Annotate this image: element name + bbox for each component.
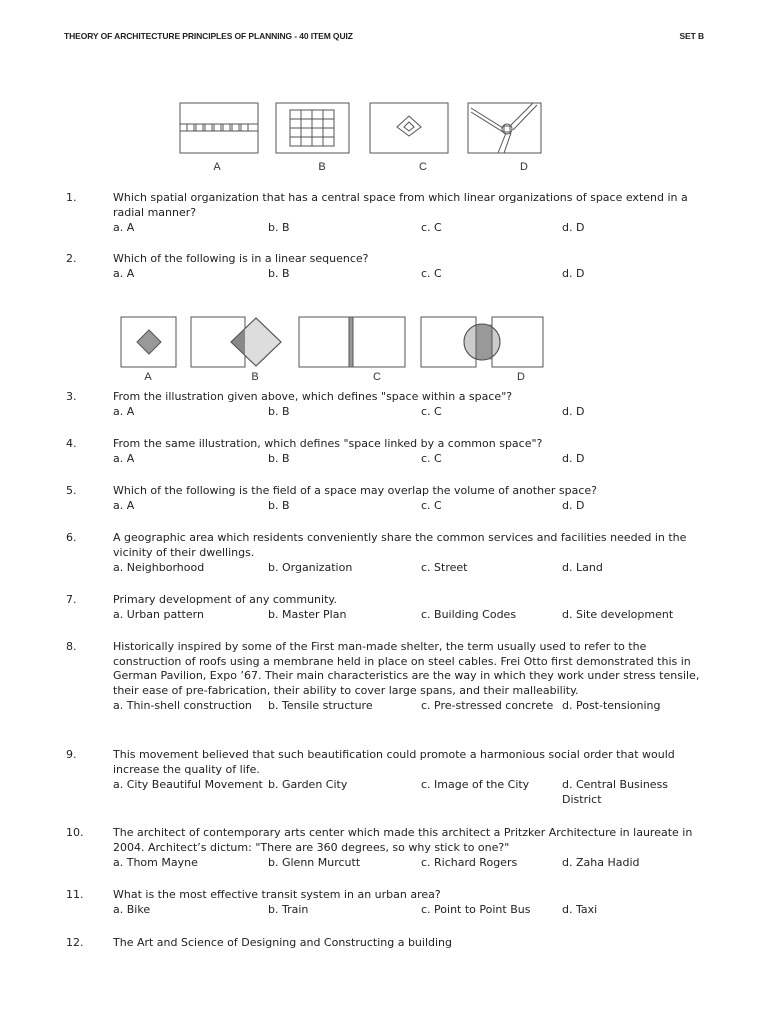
option-a: a. A [113, 499, 135, 512]
option-c: c. C [421, 499, 442, 512]
quiz-title: THEORY OF ARCHITECTURE PRINCIPLES OF PLANNING - 40 ITEM QUIZ [64, 31, 353, 41]
question-stem: Which of the following is the field of a space may overlap the volume of another space? [113, 484, 597, 497]
option-a: a. A [113, 267, 135, 280]
option-c: c. Richard Rogers [421, 856, 518, 869]
question-stem: From the same illustration, which defines "space linked by a common space"? [113, 437, 543, 450]
option-a: a. Thin-shell construction [113, 699, 252, 712]
question-number: 5. [66, 484, 77, 497]
option-c: c. Point to Point Bus [421, 903, 531, 916]
spatial-relationships-drawing [118, 316, 546, 370]
option-a: a. Thom Mayne [113, 856, 198, 869]
fig2-label-b: B [251, 371, 259, 383]
option-b: b. Master Plan [268, 608, 347, 621]
figure-spatial-relationships [118, 316, 546, 370]
question-number: 6. [66, 531, 77, 544]
option-c: c. Street [421, 561, 468, 574]
option-b: b. B [268, 452, 290, 465]
page-header [64, 31, 704, 43]
option-a: a. Bike [113, 903, 151, 916]
question-stem: Primary development of any community. [113, 593, 337, 606]
fig1-label-a: A [213, 161, 221, 173]
fig2-label-c: C [373, 371, 381, 383]
fig1-c-frame [370, 103, 448, 153]
question-number: 7. [66, 593, 77, 606]
option-b: b. Train [268, 903, 309, 916]
question-stem: From the illustration given above, which defines "space within a space"? [113, 390, 513, 403]
question-number: 2. [66, 252, 77, 265]
quiz-set: SET B [679, 31, 704, 41]
fig2-label-a: A [144, 371, 152, 383]
option-a: a. A [113, 405, 135, 418]
fig1-label-b: B [318, 161, 326, 173]
option-d: d. D [562, 221, 585, 234]
question-stem: Which spatial organization that has a central space from which linear organizations of space extend in a radial manner? [113, 191, 688, 219]
question-stem: The Art and Science of Designing and Constructing a building [113, 936, 453, 949]
question-stem: The architect of contemporary arts center which made this architect a Pritzker Architecture in laureate in 2004. Architect’s dictum: "There are 360 degrees, so why stick to one?" [113, 826, 693, 854]
option-d: d. D [562, 267, 585, 280]
option-b: b. B [268, 405, 290, 418]
option-b: b. Garden City [268, 778, 348, 791]
question-number: 11. [66, 888, 84, 901]
option-c: c. Pre-stressed concrete [421, 699, 554, 712]
option-b: b. Glenn Murcutt [268, 856, 361, 869]
option-c: c. C [421, 452, 442, 465]
option-d: d. Land [562, 561, 603, 574]
option-b: b. Organization [268, 561, 353, 574]
option-a: a. A [113, 452, 135, 465]
question-stem: A geographic area which residents conveniently share the common services and facilities needed in the vicinity of their dwellings. [113, 531, 687, 559]
option-d: d. Central Business District [562, 778, 669, 806]
option-b: b. Tensile structure [268, 699, 373, 712]
option-d: d. Site development [562, 608, 674, 621]
question-number: 3. [66, 390, 77, 403]
question-number: 4. [66, 437, 77, 450]
option-b: b. B [268, 267, 290, 280]
spatial-organizations-drawing [178, 102, 544, 154]
question-number: 10. [66, 826, 84, 839]
option-a: a. Neighborhood [113, 561, 205, 574]
question-number: 12. [66, 936, 84, 949]
question-number: 9. [66, 748, 77, 761]
option-a: a. Urban pattern [113, 608, 204, 621]
option-a: a. City Beautiful Movement [113, 778, 263, 791]
option-d: d. D [562, 452, 585, 465]
question-stem: Which of the following is in a linear sequence? [113, 252, 369, 265]
question-stem: Historically inspired by some of the First man-made shelter, the term usually used to refer to the construction of roofs using a membrane held in place on steel cables. Frei Otto first demonstrated this in German Pavilion, Expo ’67. Their main characteristics are the way in which they work under stress tensile, their ease of pre-fabrication, their ability to cover large spans, and their malleability. [113, 640, 700, 697]
option-c: c. C [421, 267, 442, 280]
question-number: 1. [66, 191, 77, 204]
fig2-label-d: D [517, 371, 525, 383]
option-d: d. D [562, 405, 585, 418]
option-c: c. Building Codes [421, 608, 517, 621]
option-d: d. Taxi [562, 903, 598, 916]
fig1-a-frame [180, 103, 258, 153]
option-c: c. C [421, 221, 442, 234]
option-d: d. D [562, 499, 585, 512]
option-d: d. Zaha Hadid [562, 856, 640, 869]
option-b: b. B [268, 221, 290, 234]
question-stem: What is the most effective transit system in an urban area? [113, 888, 441, 901]
fig1-label-c: C [419, 161, 427, 173]
fig1-label-d: D [520, 161, 528, 173]
option-c: c. Image of the City [421, 778, 530, 791]
option-a: a. A [113, 221, 135, 234]
option-d: d. Post-tensioning [562, 699, 661, 712]
question-number: 8. [66, 640, 77, 653]
figure-spatial-organizations [178, 102, 544, 154]
question-stem: This movement believed that such beautification could promote a harmonious social order that would increase the quality of life. [113, 748, 675, 776]
option-b: b. B [268, 499, 290, 512]
option-c: c. C [421, 405, 442, 418]
